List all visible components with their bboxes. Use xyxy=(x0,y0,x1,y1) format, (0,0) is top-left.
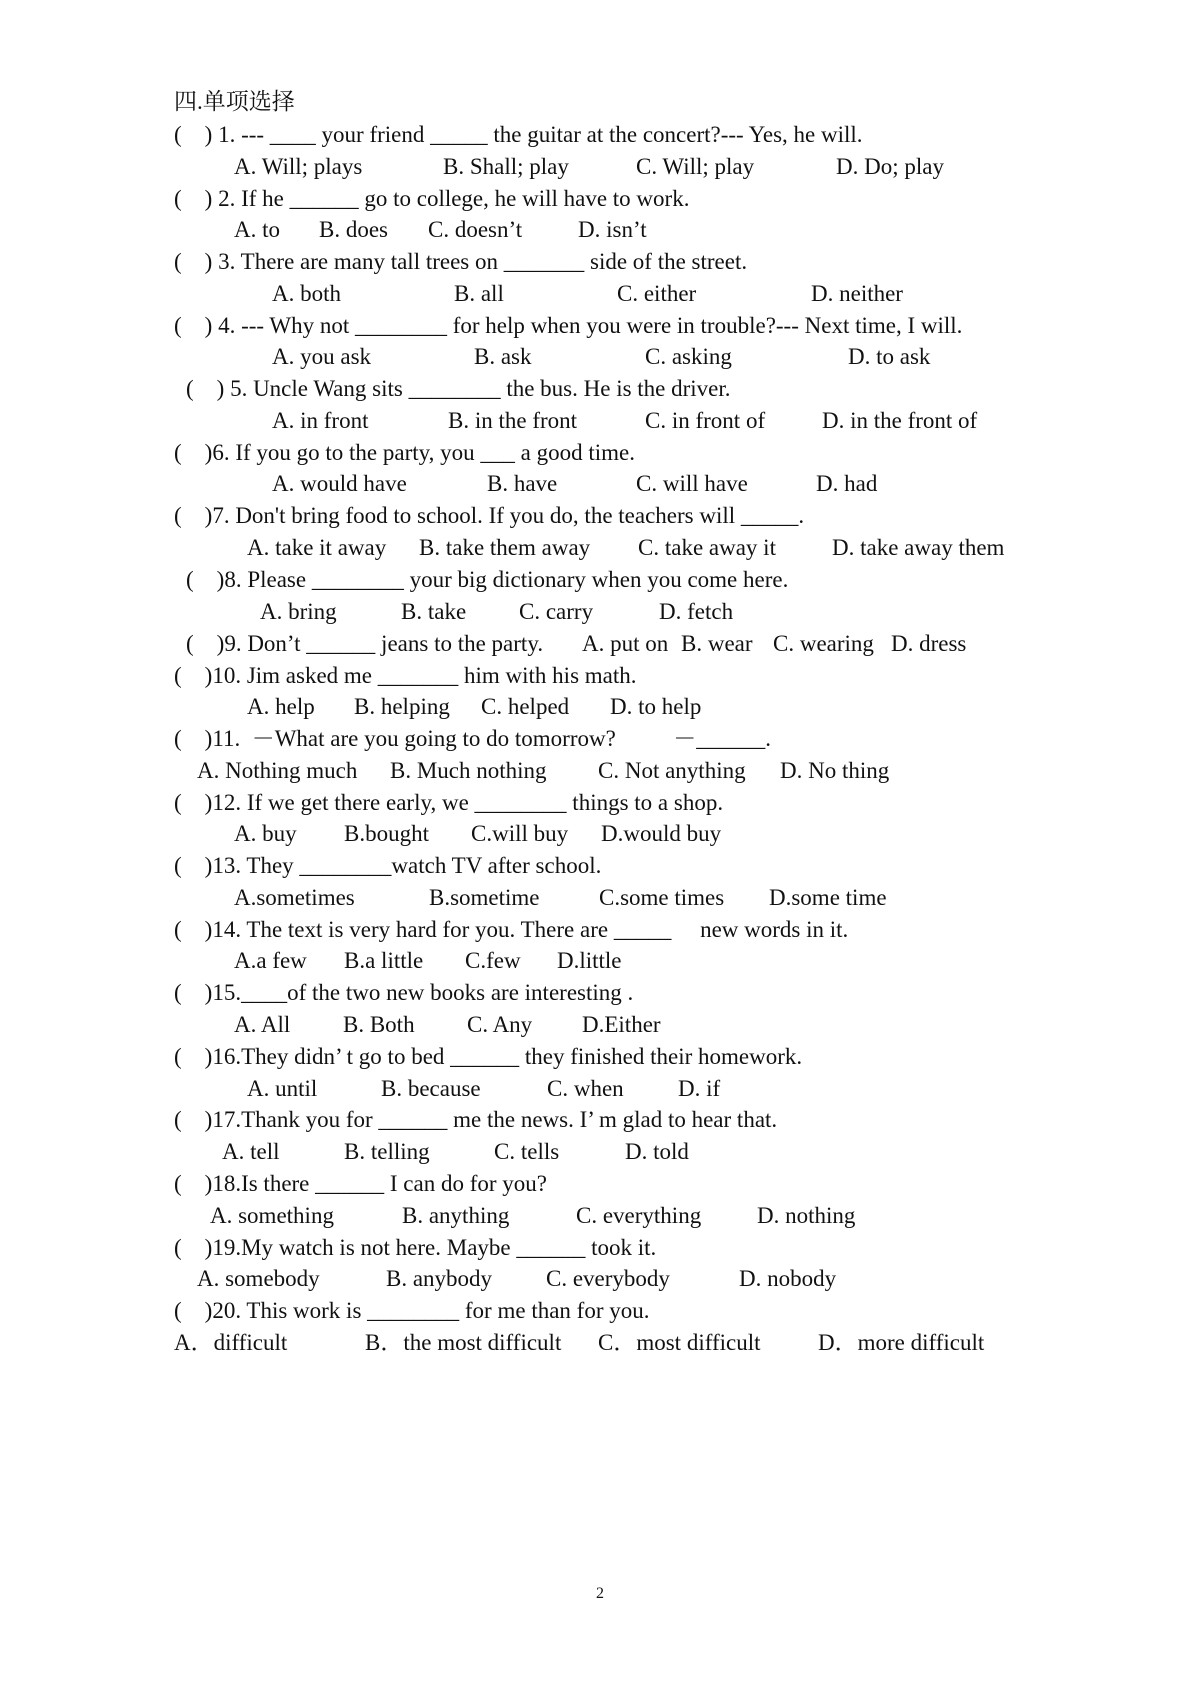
question-16-option-a: A. until xyxy=(247,1076,318,1101)
question-1-option-c: C. Will; play xyxy=(636,154,755,179)
question-1-stem: ( ) 1. --- ____ your friend _____ the guitar at the concert?--- Yes, he will. xyxy=(174,122,863,147)
question-10-option-b: B. helping xyxy=(354,694,450,719)
question-9-option-d: D. dress xyxy=(891,631,967,656)
question-10-option-d: D. to help xyxy=(610,694,702,719)
question-13-option-b: B.sometime xyxy=(429,885,540,910)
question-11-option-c: C. Not anything xyxy=(598,758,746,783)
question-11-stem: ( )11. －What are you going to do tomorrow? －______. xyxy=(174,726,772,751)
question-8-option-d: D. fetch xyxy=(659,599,734,624)
question-8-option-b: B. take xyxy=(401,599,467,624)
question-16-option-d: D. if xyxy=(678,1076,721,1101)
question-18-option-b: B. anything xyxy=(402,1203,510,1228)
question-6-option-a: A. would have xyxy=(272,471,407,496)
question-9-option-b: B. wear xyxy=(681,631,753,656)
question-11-option-b: B. Much nothing xyxy=(390,758,547,783)
question-17-option-a: A. tell xyxy=(222,1139,280,1164)
question-18-stem: ( )18.Is there ______ I can do for you? xyxy=(174,1171,547,1196)
question-16-option-b: B. because xyxy=(381,1076,481,1101)
question-6-option-c: C. will have xyxy=(636,471,748,496)
question-1-option-a: A. Will; plays xyxy=(234,154,363,179)
question-18-option-a: A. something xyxy=(210,1203,334,1228)
question-20-option-c: C．most difficult xyxy=(598,1330,761,1355)
question-12-option-c: C.will buy xyxy=(471,821,569,846)
question-16-option-c: C. when xyxy=(547,1076,624,1101)
question-11-option-d: D. No thing xyxy=(780,758,890,783)
question-4-stem: ( ) 4. --- Why not ________ for help when you were in trouble?--- Next time, I will. xyxy=(174,313,963,338)
question-19-stem: ( )19.My watch is not here. Maybe ______ took it. xyxy=(174,1235,657,1260)
question-13-option-a: A.sometimes xyxy=(234,885,355,910)
question-3-option-c: C. either xyxy=(617,281,697,306)
question-18-option-d: D. nothing xyxy=(757,1203,856,1228)
question-12-stem: ( )12. If we get there early, we ________ things to a shop. xyxy=(174,790,724,815)
question-7-option-a: A. take it away xyxy=(247,535,387,560)
question-10-option-c: C. helped xyxy=(481,694,570,719)
question-15-option-b: B. Both xyxy=(343,1012,415,1037)
question-20-option-d: D．more difficult xyxy=(818,1330,985,1355)
question-17-stem: ( )17.Thank you for ______ me the news. I’ m glad to hear that. xyxy=(174,1107,778,1132)
section-heading: 四.单项选择 xyxy=(174,89,295,114)
question-7-stem: ( )7. Don't bring food to school. If you do, the teachers will _____. xyxy=(174,503,805,528)
question-20-option-b: B．the most difficult xyxy=(365,1330,562,1355)
question-15-option-d: D.Either xyxy=(582,1012,661,1037)
question-8-option-c: C. carry xyxy=(519,599,594,624)
question-5-option-c: C. in front of xyxy=(645,408,766,433)
question-6-option-b: B. have xyxy=(487,471,558,496)
question-1-option-b: B. Shall; play xyxy=(443,154,569,179)
question-14-stem: ( )14. The text is very hard for you. There are _____ new words in it. xyxy=(174,917,849,942)
question-15-stem: ( )15.____of the two new books are interesting . xyxy=(174,980,634,1005)
question-19-option-b: B. anybody xyxy=(386,1266,493,1291)
question-20-option-a: A．difficult xyxy=(174,1330,288,1355)
question-10-stem: ( )10. Jim asked me _______ him with his math. xyxy=(174,663,637,688)
question-14-option-b: B.a little xyxy=(344,948,424,973)
question-2-option-a: A. to xyxy=(234,217,280,242)
question-14-option-d: D.little xyxy=(557,948,622,973)
question-6-option-d: D. had xyxy=(816,471,878,496)
question-17-option-c: C. tells xyxy=(494,1139,560,1164)
question-1-option-d: D. Do; play xyxy=(836,154,944,179)
question-20-stem: ( )20. This work is ________ for me than for you. xyxy=(174,1298,650,1323)
question-4-option-a: A. you ask xyxy=(272,344,372,369)
question-6-stem: ( )6. If you go to the party, you ___ a good time. xyxy=(174,440,635,465)
question-2-option-b: B. does xyxy=(319,217,388,242)
question-9-stem: ( )9. Don’t ______ jeans to the party. xyxy=(186,631,544,656)
question-19-option-c: C. everybody xyxy=(546,1266,670,1291)
question-13-stem: ( )13. They ________watch TV after school. xyxy=(174,853,602,878)
question-14-option-a: A.a few xyxy=(234,948,307,973)
question-4-option-b: B. ask xyxy=(474,344,532,369)
question-3-stem: ( ) 3. There are many tall trees on _______ side of the street. xyxy=(174,249,748,274)
question-5-option-b: B. in the front xyxy=(448,408,578,433)
question-19-option-a: A. somebody xyxy=(197,1266,320,1291)
question-4-option-c: C. asking xyxy=(645,344,732,369)
question-3-option-d: D. neither xyxy=(811,281,903,306)
question-9-option-a: A. put on xyxy=(582,631,669,656)
question-4-option-d: D. to ask xyxy=(848,344,931,369)
question-8-option-a: A. bring xyxy=(260,599,337,624)
question-7-option-b: B. take them away xyxy=(419,535,591,560)
question-3-option-a: A. both xyxy=(272,281,341,306)
question-19-option-d: D. nobody xyxy=(739,1266,837,1291)
question-2-option-c: C. doesn’t xyxy=(428,217,523,242)
question-7-option-c: C. take away it xyxy=(638,535,776,560)
question-12-option-a: A. buy xyxy=(234,821,297,846)
question-2-stem: ( ) 2. If he ______ go to college, he will have to work. xyxy=(174,186,690,211)
question-5-stem: ( ) 5. Uncle Wang sits ________ the bus. He is the driver. xyxy=(186,376,731,401)
question-12-option-d: D.would buy xyxy=(601,821,722,846)
question-15-option-c: C. Any xyxy=(467,1012,533,1037)
question-8-stem: ( )8. Please ________ your big dictionary when you come here. xyxy=(186,567,789,592)
question-16-stem: ( )16.They didn’ t go to bed ______ they finished their homework. xyxy=(174,1044,803,1069)
question-7-option-d: D. take away them xyxy=(832,535,1005,560)
question-17-option-d: D. told xyxy=(625,1139,689,1164)
question-5-option-a: A. in front xyxy=(272,408,369,433)
question-13-option-d: D.some time xyxy=(769,885,887,910)
question-11-option-a: A. Nothing much xyxy=(197,758,358,783)
question-13-option-c: C.some times xyxy=(599,885,725,910)
question-18-option-c: C. everything xyxy=(576,1203,702,1228)
question-9-option-c: C. wearing xyxy=(773,631,874,656)
question-5-option-d: D. in the front of xyxy=(822,408,978,433)
question-12-option-b: B.bought xyxy=(344,821,429,846)
question-3-option-b: B. all xyxy=(454,281,504,306)
question-14-option-c: C.few xyxy=(465,948,521,973)
page-number: 2 xyxy=(596,1585,604,1602)
question-10-option-a: A. help xyxy=(247,694,315,719)
question-2-option-d: D. isn’t xyxy=(578,217,647,242)
question-15-option-a: A. All xyxy=(234,1012,291,1037)
question-17-option-b: B. telling xyxy=(344,1139,430,1164)
